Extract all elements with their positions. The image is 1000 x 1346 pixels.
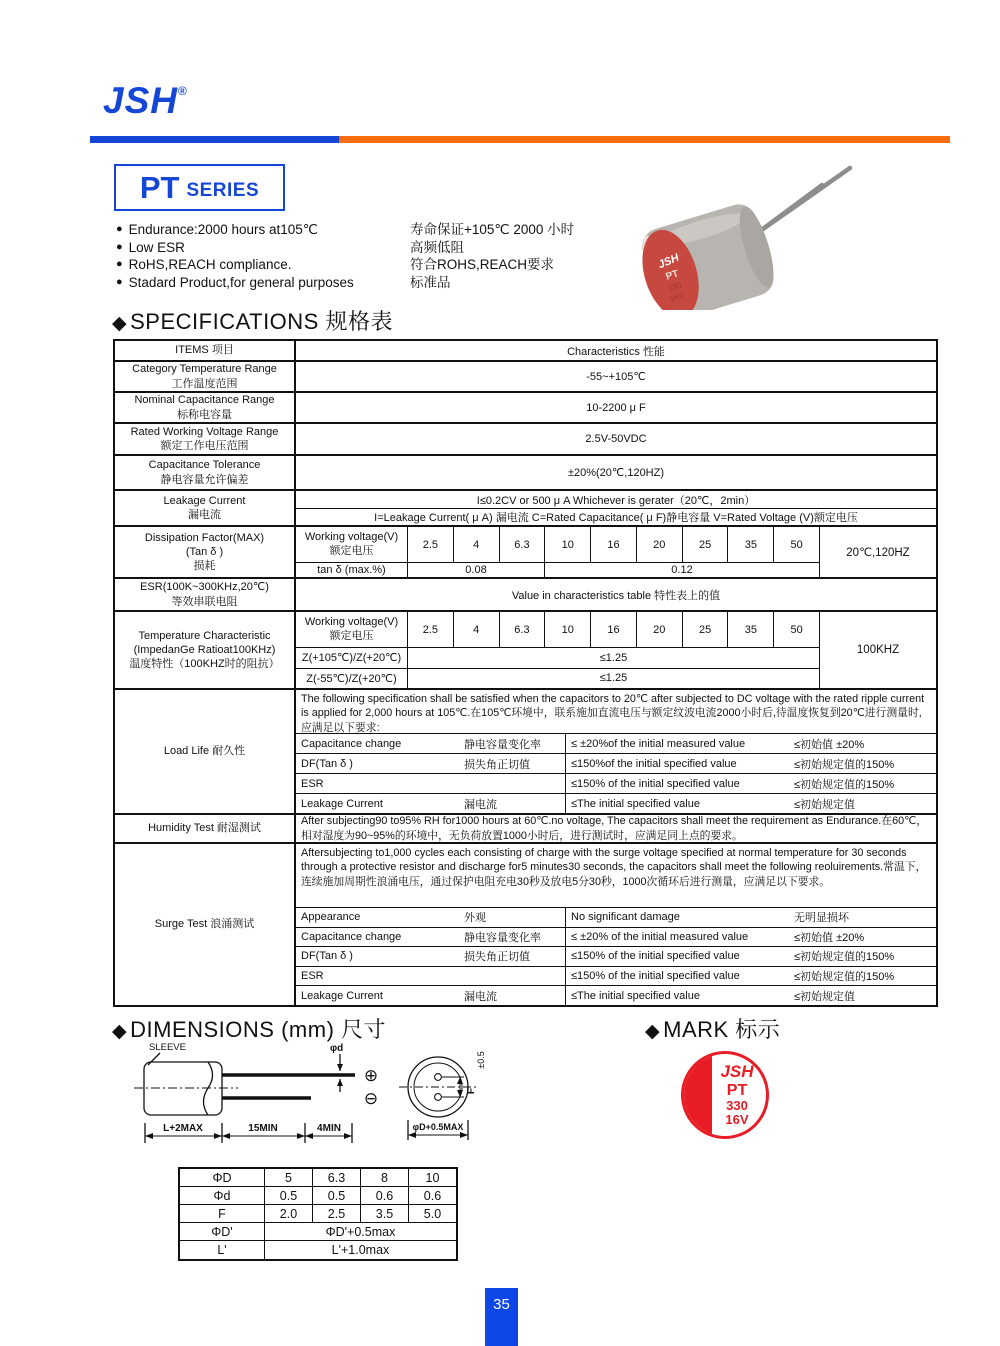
nominal-capacitance-row (115, 393, 936, 424)
item-spec-en: ≤150% of the initial specified value (571, 970, 740, 983)
dim-value: 6.3 (313, 1169, 361, 1186)
surge-item (296, 967, 936, 987)
voltage-cell: 35 (728, 612, 774, 647)
rated-voltage-row (115, 424, 936, 456)
voltage-cell: 20 (637, 527, 683, 562)
row-label (115, 491, 296, 525)
plus-polarity-icon: ⊕ (363, 1066, 379, 1085)
minus-polarity-icon: ⊖ (363, 1089, 379, 1108)
dim-label: ΦD' (180, 1223, 265, 1240)
surge-test-row (115, 844, 936, 1005)
dim-label: L' (180, 1241, 265, 1259)
row-label-zh: 温度特性（100KHZ时的阻抗） (129, 658, 280, 671)
item-spec-en: ≤The initial specified value (571, 797, 700, 810)
mark-heading (645, 1013, 780, 1044)
working-voltage-label (296, 612, 408, 647)
row-label-en: ESR(100K~300KHz,20℃) (140, 581, 269, 594)
humidity-test-row (115, 815, 936, 844)
working-voltage-row (296, 612, 819, 647)
row-label (115, 424, 296, 454)
series-name: PT (139, 169, 180, 205)
surge-description: Aftersubjecting to1,000 cycles each consisting of charge with the surge voltage specified at normal temperature for 30 seconds through a protective resistor and discharge for5 minutes30 seconds, the capacitors shall meet the following reoluirements.常温下，连续施加周期性浪涌电压，通过保护电阻充电30秒及放电5分30秒，1000次循环后进行测量，应满足以下要求。 (296, 844, 936, 908)
mark-brand: JSH (720, 1062, 754, 1082)
bullet-icon: ● (116, 275, 123, 288)
item-spec-en: ≤150% of the initial specified value (571, 950, 740, 963)
load-life-item (296, 734, 936, 754)
item-label-zh: 漏电流 (464, 990, 497, 1003)
dim-value: 0.5 (313, 1187, 361, 1204)
bullet-icon: ● (116, 240, 123, 253)
esr-value: Value in characteristics table 特性表上的值 (511, 589, 721, 602)
dim-value: 5 (265, 1169, 313, 1186)
voltage-cell: 10 (545, 527, 591, 562)
working-voltage-row (296, 527, 819, 562)
feature-text: Stadard Product,for general purposes (128, 274, 354, 290)
voltage-cell: 20 (637, 612, 683, 647)
load-life-item (296, 774, 936, 794)
dim-label: Φd (180, 1187, 265, 1204)
item-label-zh: 外观 (464, 912, 486, 925)
item-spec-en: ≤ ±20%of the initial measured value (571, 737, 746, 750)
dim-value: 2.0 (265, 1205, 313, 1222)
item-spec-zh: 无明显损坏 (794, 912, 849, 925)
row-label-zh: 等效串联电阻 (171, 595, 238, 608)
row-label-en: Temperature Characteristic (138, 629, 271, 642)
item-label-zh: 损失角正切值 (464, 758, 530, 771)
row-label-en: Nominal Capacitance Range (134, 394, 275, 407)
voltage-cell: 4 (454, 612, 500, 647)
table-row (180, 1241, 456, 1259)
mark-symbol (681, 1051, 769, 1139)
bullet-icon: ● (116, 258, 123, 270)
z-ratio-label: Z(-55℃)/Z(+20℃) (296, 669, 408, 689)
wv-label-en: Working voltage(V) (304, 530, 399, 543)
mark-capacitance: 330 (726, 1097, 748, 1113)
row-label-en2: (ImpedanGe Ratioat100KHz) (133, 643, 276, 656)
voltage-cell: 25 (683, 527, 729, 562)
row-value: 2.5V-50VDC (585, 433, 647, 445)
item-label-zh: 漏电流 (464, 798, 497, 811)
dim-value: 0.5 (265, 1187, 313, 1204)
voltage-cell: 2.5 (408, 612, 454, 647)
item-label-en: DF(Tan δ ) (301, 950, 353, 963)
row-value: 10-2200 μ F (586, 401, 646, 414)
item-label-en: Capacitance change (301, 930, 402, 943)
tan-delta-row (296, 562, 819, 577)
wv-label-en: Working voltage(V) (304, 615, 399, 628)
row-label: Surge Test 浪涌测试 (115, 844, 296, 1005)
impedance-ratio-row-hot (296, 647, 819, 668)
row-label: Humidity Test 耐湿测试 (115, 815, 296, 842)
item-spec-zh: ≤初始规定值的150% (794, 778, 895, 791)
diameter-label: φD+0.5MAX (412, 1122, 464, 1132)
dim-label: F (180, 1205, 265, 1222)
series-suffix: SERIES (186, 180, 260, 201)
row-label-en: Category Temperature Range (132, 363, 277, 376)
row-value: ±20%(20℃,120HZ) (567, 467, 665, 479)
voltage-cell: 16 (591, 612, 637, 647)
voltage-cell: 2.5 (408, 527, 454, 562)
impedance-ratio-row-cold (296, 668, 819, 689)
surge-item (296, 986, 936, 1005)
row-label-zh: 标称电容量 (177, 408, 232, 421)
lead-length-label: 15MIN (248, 1123, 278, 1134)
voltage-cell: 25 (683, 612, 729, 647)
capacitor-photo (635, 158, 875, 310)
feature-item (116, 239, 354, 257)
item-label-en: DF(Tan δ ) (301, 757, 353, 770)
item-label-zh: 静电容量变化率 (464, 738, 541, 751)
dim-value: 2.5 (313, 1205, 361, 1222)
df-matrix (296, 527, 936, 577)
feature-item (116, 274, 354, 292)
category-temp-row (115, 362, 936, 393)
row-label (115, 579, 296, 610)
table-row (180, 1205, 456, 1223)
row-label (115, 527, 296, 577)
wv-label-zh: 额定电压 (329, 544, 374, 557)
item-spec-zh: ≤初始规定值的150% (794, 758, 895, 771)
temperature-characteristic-row (115, 612, 936, 690)
table-row (180, 1187, 456, 1205)
z-ratio-label: Z(+105℃)/Z(+20℃) (296, 648, 408, 668)
row-label-zh: 损耗 (193, 560, 216, 573)
items-header-cell: ITEMS 项目 (115, 341, 296, 360)
dimensions-drawing (108, 1040, 528, 1162)
diamond-icon: ◆ (112, 313, 128, 334)
surge-content (296, 844, 936, 1005)
tan-delta-label: tan δ (max.%) (296, 563, 408, 577)
table-row (180, 1169, 456, 1187)
item-label-en: ESR (301, 970, 324, 983)
feature-text-zh: 标准品 (410, 274, 451, 290)
page-number: 35 (485, 1288, 518, 1346)
row-label (115, 456, 296, 489)
dim-value: 8 (361, 1169, 409, 1186)
dimensions-heading-text: DIMENSIONS (mm) 尺寸 (130, 1017, 387, 1042)
temp-voltage-zone (296, 612, 820, 688)
row-label-en: Dissipation Factor(MAX) (144, 531, 265, 544)
temp-condition: 100KHZ (856, 644, 900, 656)
specifications-heading-text: SPECIFICATIONS 规格表 (130, 309, 393, 334)
dim-value: 0.6 (423, 1188, 442, 1203)
item-spec-zh: ≤初始规定值的150% (794, 951, 895, 964)
spec-table (113, 339, 938, 1007)
item-spec-en: No significant damage (571, 911, 680, 924)
load-life-item (296, 754, 936, 774)
tan-delta-low: 0.08 (408, 563, 545, 577)
load-life-item (296, 794, 936, 813)
feature-text-zh: 寿命保证+105℃ 2000 小时 (410, 222, 575, 237)
dim-span-value: L'+1.0max (331, 1243, 390, 1257)
feature-item (116, 221, 354, 239)
row-label-zh: 工作温度范围 (171, 377, 238, 390)
voltage-cell: 16 (591, 527, 637, 562)
item-label-en: Capacitance change (301, 737, 402, 750)
item-spec-zh: ≤初始规定值的150% (794, 971, 895, 984)
dim-label: ΦD (180, 1169, 265, 1186)
dim-span-value: ΦD'+0.5max (325, 1224, 396, 1239)
row-label-en: Capacitance Tolerance (148, 459, 261, 472)
voltage-cell: 50 (790, 538, 803, 551)
leakage-formula: I≤0.2CV or 500 μ A Whichever is gerater（20℃，2min） (296, 491, 936, 509)
row-label (115, 612, 296, 688)
tolerance-label: ±0.5 (476, 1051, 486, 1069)
series-title-box (114, 164, 285, 211)
feature-text-zh: 高频低阻 (410, 239, 464, 255)
row-label-en: Leakage Current (163, 494, 246, 507)
mark-text-stack (708, 1054, 766, 1136)
dim-value: 3.5 (361, 1205, 409, 1222)
wv-label-zh: 额定电压 (329, 629, 374, 642)
z-ratio-value: ≤1.25 (599, 672, 628, 685)
feature-list-en (116, 221, 354, 291)
surge-item (296, 908, 936, 928)
feature-text: RoHS,REACH compliance. (128, 257, 292, 272)
voltage-cell: 10 (545, 612, 591, 647)
load-life-content (296, 690, 936, 813)
esr-row (115, 579, 936, 612)
brand-logo (103, 80, 187, 122)
lead-tip-label: 4MIN (317, 1123, 341, 1134)
bullet-icon: ● (116, 223, 123, 235)
body-length-label: L+2MAX (163, 1123, 203, 1134)
mark-series: PT (726, 1081, 748, 1099)
brand-logo-text: JSH (103, 80, 178, 121)
item-label-en: Leakage Current (301, 797, 383, 810)
phi-d-label: φd (330, 1043, 344, 1054)
row-label: Load Life 耐久性 (115, 690, 296, 813)
item-label-zh: 静电容量变化率 (464, 931, 541, 944)
dim-value: 10 (425, 1170, 440, 1185)
spec-header-row (115, 341, 936, 362)
humidity-content (296, 815, 936, 842)
feature-list-zh (410, 221, 574, 291)
temp-matrix (296, 612, 936, 688)
voltage-cell: 4 (454, 527, 500, 562)
capacitor-body (635, 199, 782, 310)
item-label-en: Appearance (301, 911, 361, 924)
registered-trademark-icon: ® (177, 84, 187, 98)
item-spec-zh: ≤初始规定值 (794, 990, 856, 1003)
item-label-en: Leakage Current (301, 989, 383, 1002)
item-spec-zh: ≤初始规定值 (794, 798, 856, 811)
row-label (115, 362, 296, 391)
diamond-icon: ◆ (112, 1021, 128, 1042)
characteristics-header-cell: Characteristics 性能 (567, 345, 665, 358)
leakage-value-cell (296, 491, 936, 525)
row-value: -55~+105℃ (586, 371, 646, 383)
dimension-table (178, 1167, 458, 1261)
leakage-legend: I=Leakage Current( μ A) 漏电流 C=Rated Capacitance( μ F)静电容量 V=Rated Voltage (V)额定电压 (374, 512, 858, 524)
row-label-zh: 额定工作电压范围 (160, 440, 249, 452)
leakage-current-row (115, 491, 936, 527)
load-life-row (115, 690, 936, 815)
divider-blue-segment (90, 136, 339, 143)
dim-value: 0.6 (361, 1187, 409, 1204)
feature-text: Low ESR (128, 239, 185, 255)
item-label-zh: 损失角正切值 (464, 951, 530, 964)
voltage-cell: 35 (728, 527, 774, 562)
photo-capacitance-text: 330 (667, 281, 683, 294)
df-condition: 20℃,120HZ (846, 547, 910, 559)
item-label-en: ESR (301, 777, 324, 790)
diamond-icon: ◆ (645, 1021, 661, 1042)
feature-text: Endurance:2000 hours at105℃ (128, 222, 318, 237)
item-spec-en: ≤The initial specified value (571, 989, 700, 1002)
divider-orange-segment (339, 136, 950, 143)
voltage-cell: 50 (790, 623, 803, 636)
item-spec-zh: ≤初始值 ±20% (794, 738, 865, 751)
item-spec-en: ≤150% of the initial specified value (571, 777, 740, 790)
mark-heading-text: MARK 标示 (663, 1017, 781, 1042)
mark-voltage: 16V (725, 1111, 749, 1127)
specifications-heading (112, 305, 393, 336)
capacitance-tolerance-row (115, 456, 936, 491)
row-label-en: Rated Working Voltage Range (130, 425, 279, 438)
pitch-label: F (466, 1087, 477, 1095)
z-ratio-value: ≤1.25 (599, 651, 628, 664)
item-spec-en: ≤ ±20% of the initial measured value (571, 930, 749, 943)
header-divider-bar (90, 136, 950, 143)
feature-item (116, 256, 354, 274)
row-label-zh: 漏电流 (188, 509, 221, 521)
voltage-cell: 6.3 (500, 527, 546, 562)
item-spec-zh: ≤初始值 ±20% (794, 931, 865, 944)
surge-item (296, 947, 936, 967)
humidity-description: After subjecting90 to95% RH for1000 hours at 60℃.no voltage, The capacitors shall meet the requirement as Endurance.在60℃，相对湿度为90~95%的环境中，无负荷放置1000小时后，进行测试时，应满足同上点的要求。 (301, 815, 928, 842)
voltage-cell: 6.3 (500, 612, 546, 647)
tan-delta-high: 0.12 (671, 564, 693, 576)
df-voltage-zone (296, 527, 820, 577)
row-label (115, 393, 296, 422)
table-row (180, 1223, 456, 1241)
surge-item (296, 928, 936, 948)
sleeve-label: SLEEVE (149, 1042, 186, 1053)
dissipation-factor-row (115, 527, 936, 579)
photo-voltage-text: 16V (668, 290, 685, 304)
feature-text-zh: 符合ROHS,REACH要求 (410, 257, 555, 272)
load-life-description: The following specification shall be satisfied when the capacitors to 20℃ after subjected to DC voltage with the rated ripple current is applied for 2,000 hours at 105℃.在105℃环境中，联系施加直流电压与额定纹波电流2000小时后,待温度恢复到20℃进行测量时,应满足以下要求: (296, 690, 936, 734)
working-voltage-label (296, 527, 408, 562)
row-label-en2: (Tan δ ) (185, 545, 224, 558)
photo-brand-text: JSH (656, 251, 681, 272)
photo-series-text: PT (664, 268, 680, 283)
item-spec-en: ≤150%of the initial specified value (571, 757, 737, 770)
row-label-zh: 静电容量允许偏差 (160, 473, 249, 486)
dim-value: 5.0 (423, 1206, 442, 1221)
